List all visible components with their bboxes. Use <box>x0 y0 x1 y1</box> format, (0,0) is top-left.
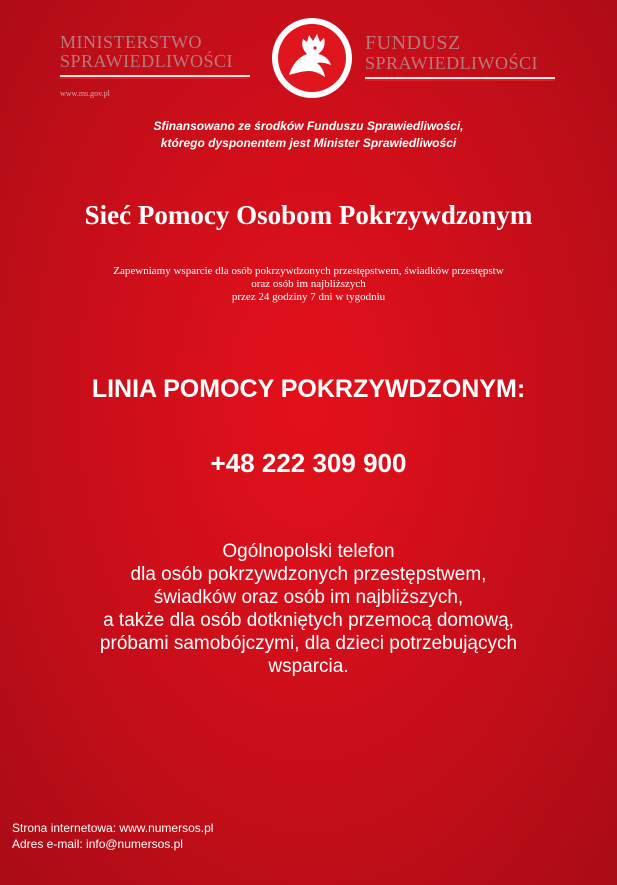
footer-email[interactable]: Adres e-mail: info@numersos.pl <box>12 837 183 851</box>
support-line3: przez 24 godziny 7 dni w tygodniu <box>231 291 386 303</box>
ministry-logo <box>60 33 260 98</box>
white-eagle-emblem-icon <box>271 17 353 99</box>
header <box>0 0 617 110</box>
description-line6: wsparcia. <box>268 656 349 677</box>
description-line3: świadków oraz osób im najbliższych, <box>153 587 464 608</box>
hotline-label: LINIA POMOCY POKRZYWDZONYM: <box>91 375 526 403</box>
fund-name-line2: SPRAWIEDLIWOŚCI <box>365 53 539 73</box>
support-text <box>0 265 617 304</box>
funding-note-line1: Sfinansowano ze środków Funduszu Sprawiedliwości, <box>153 119 464 133</box>
ministry-divider-red <box>60 77 250 79</box>
footer <box>12 820 213 852</box>
fund-name-line1: FUNDUSZ <box>365 32 461 54</box>
page-title: Sieć Pomocy Osobom Pokrzywdzonym <box>84 200 533 230</box>
footer-website[interactable]: Strona internetowa: www.numersos.pl <box>12 821 214 835</box>
ministry-name-line2: SPRAWIEDLIWOŚCI <box>60 51 234 71</box>
support-line1: Zapewniamy wsparcie dla osób pokrzywdzonych przestępstwem, świadków przestępstw <box>113 265 504 277</box>
ministry-url[interactable]: www.ms.gov.pl <box>60 89 110 98</box>
funding-note <box>0 118 617 152</box>
support-line2: oraz osób im najbliższych <box>251 278 366 290</box>
description-line4: a także dla osób dotkniętych przemocą domową, <box>103 610 514 631</box>
fund-divider-red <box>365 79 555 81</box>
description <box>0 540 617 678</box>
ministry-name-line1: MINISTERSTWO <box>60 32 202 52</box>
description-line5: próbami samobójczymi, dla dzieci potrzebujących <box>99 633 518 654</box>
phone-number[interactable]: +48 222 309 900 <box>210 448 407 478</box>
description-line2: dla osób pokrzywdzonych przestępstwem, <box>130 564 487 585</box>
description-line1: Ogólnopolski telefon <box>222 541 395 562</box>
fund-logo <box>365 33 565 81</box>
funding-note-line2: którego dysponentem jest Minister Sprawiedliwości <box>160 136 457 150</box>
